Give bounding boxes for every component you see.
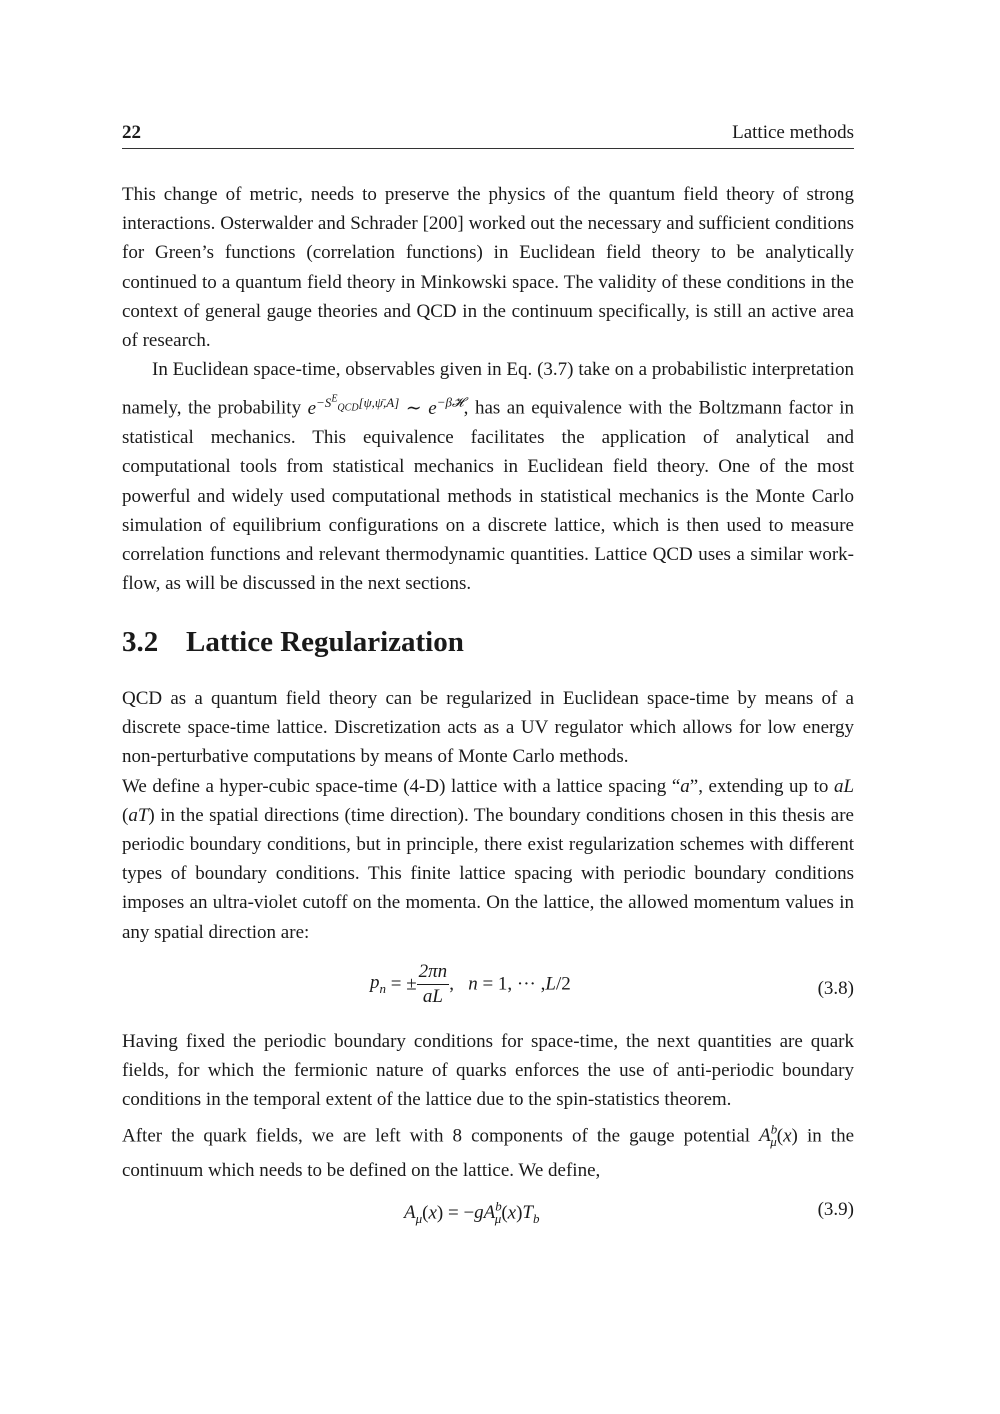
paragraph-euclidean-end: , has an equivalence with the Boltzmann factor in statistical mechanics. This equivalence facilitates the application of analytical and computational tools from statistical mechanics in Euclidean field theory. One of the most powerful and widely used computational methods in statistical mechanics is the Monte Carlo simulation of equilibrium configurations on a discrete lattice, which is then used to measure correlation functions and relevant thermodynamic quantities. Lattice QCD uses a similar work-flow, as will be discussed in the next sections. <box>122 398 855 595</box>
body-text-top <box>122 180 854 599</box>
probability-expression: $e^{-S^E_{QCD}[\psi,\psī,A]}$ ∼ $e^{-\beta 𝓗}$ <box>307 393 464 420</box>
section-title: Lattice Regularization <box>186 626 464 658</box>
equation-number-3-8: (3.8) <box>817 978 854 999</box>
paragraph-regularization: QCD as a quantum field theory can be regularized in Euclidean space-time by means of a discrete space-time lattice. Discretization acts as a UV regulator which allows for low energy non-perturbative computations by means of Monte Carlo methods. <box>122 688 854 768</box>
momentum-formula: $p_n$ = ± $\frac{2\pi n}{aL}$ , n = 1, ··· ,L/2 <box>370 961 571 1007</box>
equation-number-3-9: (3.9) <box>817 1199 854 1220</box>
paragraph-quark-fields: Having fixed the periodic boundary conditions for space-time, the next quantities are quark fields, for which the fermionic nature of quarks enforces the use of anti-periodic boundary conditions in the temporal extent of the lattice due to the spin-statistics theorem. <box>122 1031 854 1111</box>
paragraph-gauge-potential: After the quark fields, we are left with 8 components of the gauge potential $A^b_\mu(x)$ in the continuum which needs to be defined on the lattice. We define, <box>122 1121 855 1181</box>
body-text-bottom <box>122 1027 854 1185</box>
equation-3-8 <box>122 960 854 1020</box>
page-number: 22 <box>122 122 141 143</box>
paragraph-lattice-b: ”, extending up to <box>689 775 834 797</box>
page-header <box>122 120 854 149</box>
paragraph-euclidean-start: In Euclidean space-time, observables given in Eq. (3.7) take on a probabilistic interpretation namely, the probability <box>122 359 854 420</box>
paragraph-lattice-definition: We define a hyper-cubic space-time (4-D) lattice with a lattice spacing “a”, extending up to aL (aT) in the spatial directions (time direction). The boundary conditions chosen in this thesis are periodic boundary conditions, but in principle, there exist regularization schemes with different types of boundary conditions. This finite lattice spacing with periodic boundary conditions imposes an ultra-violet cutoff on the momenta. On the lattice, the allowed momentum values in any spatial direction are: <box>122 775 855 943</box>
gauge-field-formula: $A_\mu(x) = -gA^b_\mu(x)T_b$ <box>404 1199 540 1227</box>
section-heading <box>122 626 464 659</box>
equation-3-9 <box>122 1196 854 1230</box>
paragraph-gauge-end: in the continuum which needs to be defined on the lattice. We define, <box>122 1124 855 1181</box>
paragraph-metric: This change of metric, needs to preserve the physics of the quantum field theory of strong interactions. Osterwalder and Schrader [200] worked out the necessary and sufficient conditions for Green’s functions (correlation functions) in Euclidean field theory to be analytically continued to a quantum field theory in Minkowski space. The validity of these conditions in the context of general gauge theories and QCD in the continuum specifically, is still an active area of research. <box>122 184 854 352</box>
body-text-section <box>122 684 854 947</box>
paragraph-gauge-start: After the quark fields, we are left with 8 components of the gauge potential <box>122 1124 760 1146</box>
paragraph-lattice-a: We define a hyper-cubic space-time (4-D) lattice with a lattice spacing “ <box>122 775 681 797</box>
paragraph-lattice-c: in the spatial directions (time direction). The boundary conditions chosen in this thesis are periodic boundary conditions, but in principle, there exist regularization schemes with different types of boundary conditions. This finite lattice spacing with periodic boundary conditions imposes an ultra-violet cutoff on the momenta. On the lattice, the allowed momentum values in any spatial direction are: <box>122 804 854 943</box>
running-title: Lattice methods <box>732 122 854 143</box>
section-number: 3.2 <box>122 626 159 658</box>
paragraph-euclidean <box>122 355 854 598</box>
